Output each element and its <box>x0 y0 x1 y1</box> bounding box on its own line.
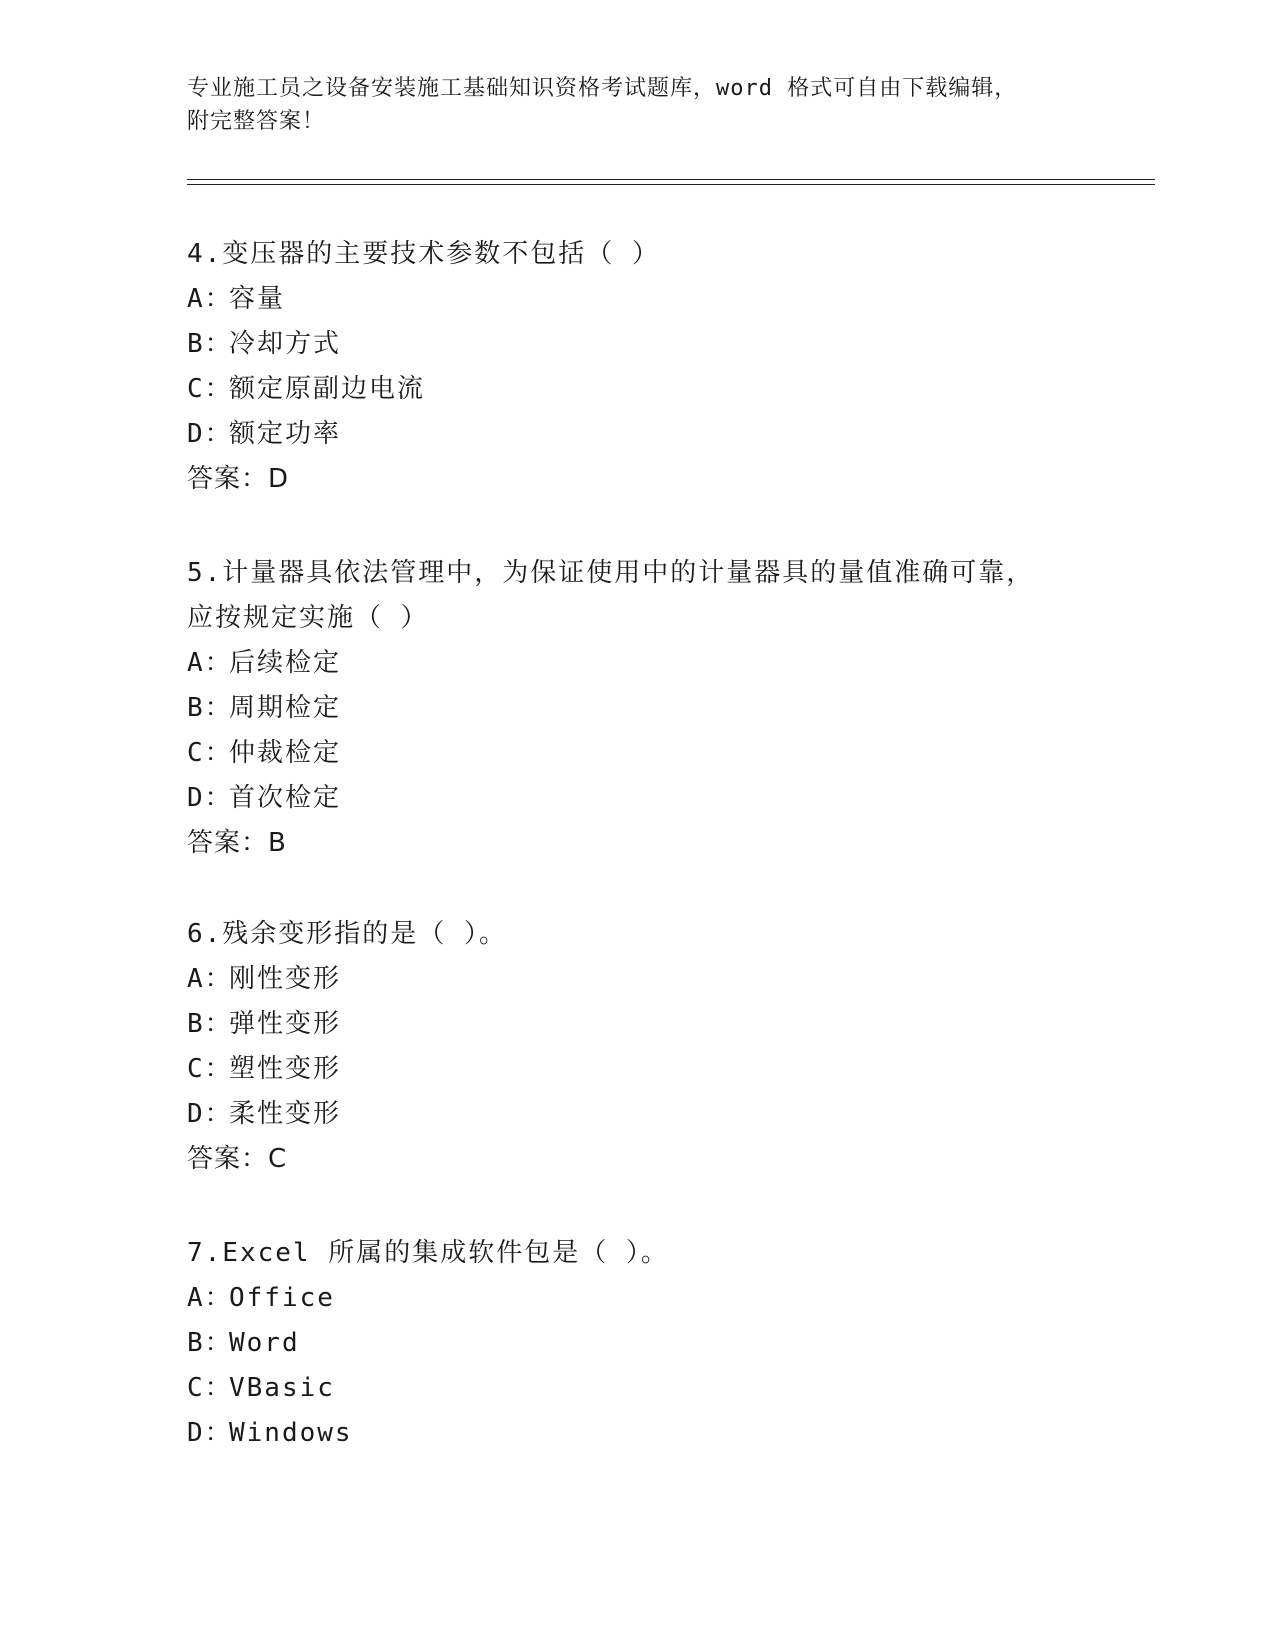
option-key: D： <box>187 419 233 449</box>
option-c <box>187 367 1127 412</box>
option-key: C： <box>187 738 233 768</box>
header-divider-top <box>187 179 1155 180</box>
option-c <box>187 1047 1127 1092</box>
option-key: C： <box>187 1054 233 1084</box>
header-line-1: 专业施工员之设备安装施工基础知识资格考试题库，word 格式可自由下载编辑， <box>187 76 1018 101</box>
option-text: Windows <box>229 1418 353 1448</box>
option-text: VBasic <box>229 1373 335 1403</box>
option-key: B： <box>187 693 233 723</box>
answer-line: 答案：B <box>187 828 287 858</box>
option-a <box>187 641 1127 686</box>
option-text: 额定功率 <box>229 419 342 449</box>
option-d <box>187 1411 1127 1456</box>
option-key: A： <box>187 1283 233 1313</box>
option-d <box>187 776 1127 821</box>
question-stem: 4.变压器的主要技术参数不包括（ ） <box>187 239 660 269</box>
option-b <box>187 1321 1127 1366</box>
option-a <box>187 277 1127 322</box>
option-text: 冷却方式 <box>229 329 342 359</box>
option-text: 弹性变形 <box>229 1009 342 1039</box>
option-a <box>187 1276 1127 1321</box>
question-7 <box>187 1231 1127 1456</box>
option-d <box>187 1092 1127 1137</box>
option-text: 塑性变形 <box>229 1054 342 1084</box>
question-stem: 6.残余变形指的是（ ）。 <box>187 919 507 949</box>
document-header <box>187 72 1087 138</box>
option-key: D： <box>187 1099 233 1129</box>
question-stem: 7.Excel 所属的集成软件包是（ ）。 <box>187 1238 669 1268</box>
header-line-2: 附完整答案！ <box>187 109 326 134</box>
option-key: B： <box>187 329 233 359</box>
option-text: 首次检定 <box>229 783 342 813</box>
question-4 <box>187 232 1127 502</box>
option-c <box>187 731 1127 776</box>
option-a <box>187 957 1127 1002</box>
option-key: A： <box>187 284 233 314</box>
answer-line: 答案：D <box>187 464 290 494</box>
option-key: D： <box>187 783 233 813</box>
option-text: Office <box>229 1283 335 1313</box>
option-c <box>187 1366 1127 1411</box>
option-key: A： <box>187 648 233 678</box>
option-text: 后续检定 <box>229 648 342 678</box>
option-b <box>187 686 1127 731</box>
option-text: 额定原副边电流 <box>229 374 426 404</box>
option-key: C： <box>187 1373 233 1403</box>
question-stem: 5.计量器具依法管理中，为保证使用中的计量器具的量值准确可靠， <box>187 558 1035 588</box>
option-key: C： <box>187 374 233 404</box>
option-key: D： <box>187 1418 233 1448</box>
option-text: 容量 <box>229 284 286 314</box>
option-text: 柔性变形 <box>229 1099 342 1129</box>
option-b <box>187 1002 1127 1047</box>
option-text: Word <box>229 1328 300 1358</box>
header-divider-bottom <box>187 184 1155 185</box>
answer-line: 答案：C <box>187 1144 288 1174</box>
question-5 <box>187 551 1127 866</box>
option-key: B： <box>187 1009 233 1039</box>
option-d <box>187 412 1127 457</box>
option-text: 仲裁检定 <box>229 738 342 768</box>
option-text: 刚性变形 <box>229 964 342 994</box>
option-key: B： <box>187 1328 233 1358</box>
question-stem-continued: 应按规定实施（ ） <box>187 603 429 633</box>
option-key: A： <box>187 964 233 994</box>
option-b <box>187 322 1127 367</box>
question-6 <box>187 912 1127 1182</box>
option-text: 周期检定 <box>229 693 342 723</box>
